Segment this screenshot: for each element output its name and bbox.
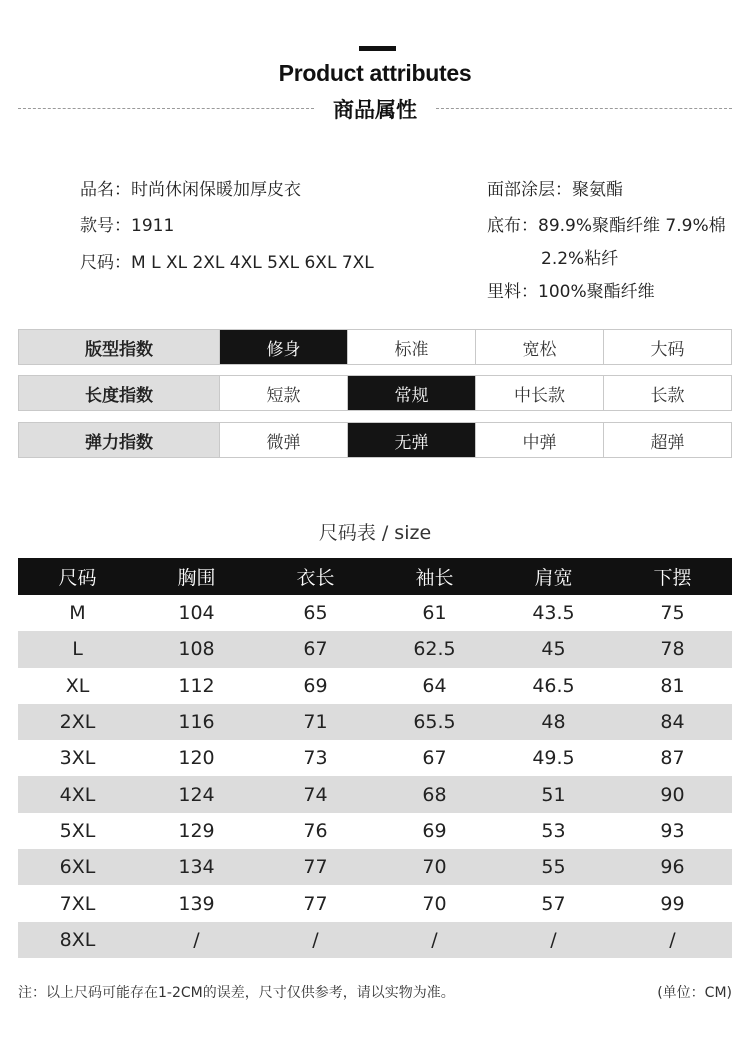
index-row — [18, 329, 732, 365]
title-row — [18, 92, 732, 124]
size-table-cell: 69 — [303, 674, 328, 697]
size-table-cell: 108 — [178, 638, 215, 661]
size-table-cell: 99 — [660, 892, 685, 915]
size-table-cell: 77 — [303, 856, 328, 879]
size-table-cell: 84 — [660, 711, 685, 734]
size-table-cell: 112 — [178, 674, 215, 697]
size-table-row — [18, 668, 732, 704]
size-table-cell: 45 — [541, 638, 566, 661]
size-table-cell: 78 — [660, 638, 685, 661]
index-label: 弹力指数 — [19, 423, 219, 457]
size-table-cell: 104 — [178, 602, 215, 625]
size-table-header-cell: 袖长 — [415, 567, 454, 589]
size-table-cell: 73 — [303, 747, 328, 770]
size-table-cell: XL — [65, 674, 90, 697]
index-option-selected: 无弹 — [347, 423, 475, 457]
size-table-cell: 51 — [541, 783, 566, 806]
size-table-cell: 65.5 — [413, 711, 456, 734]
size-table-cell: 134 — [178, 856, 215, 879]
size-table-cell: 49.5 — [532, 747, 575, 770]
size-table-cell: / — [669, 928, 676, 951]
index-option: 宽松 — [475, 330, 603, 364]
size-table-cell: 3XL — [59, 747, 96, 770]
size-chart-title: 尺码表 / size — [318, 522, 432, 544]
size-table-row — [18, 595, 732, 631]
size-table-cell: 8XL — [59, 928, 96, 951]
size-table-cell: 6XL — [59, 856, 96, 879]
attr-lining: 里料：100%聚酯纤维 — [487, 282, 655, 302]
attr-style-number: 款号：1911 — [80, 216, 175, 236]
size-table-cell: 2XL — [59, 711, 96, 734]
size-table-cell: 116 — [178, 711, 215, 734]
size-table-cell: / — [431, 928, 438, 951]
index-option: 超弹 — [603, 423, 731, 457]
title-accent-bar — [359, 46, 396, 51]
size-table-row — [18, 740, 732, 776]
size-table-cell: 55 — [541, 856, 566, 879]
size-table-header-cell: 肩宽 — [534, 567, 573, 589]
size-table-cell: 74 — [303, 783, 328, 806]
attr-product-name: 品名：时尚休闲保暖加厚皮衣 — [80, 180, 301, 200]
title-chinese: 商品属性 — [333, 98, 417, 122]
size-chart-table — [18, 558, 732, 958]
size-table-cell: 124 — [178, 783, 215, 806]
size-table-cell: 5XL — [59, 819, 96, 842]
size-table-cell: / — [312, 928, 319, 951]
index-label: 版型指数 — [19, 330, 219, 364]
size-table-cell: 67 — [422, 747, 447, 770]
size-table-cell: M — [69, 602, 86, 625]
index-label: 长度指数 — [19, 376, 219, 410]
size-table-header-cell: 下摆 — [653, 567, 692, 589]
footnote: 注：以上尺码可能存在1-2CM的误差，尺寸仅供参考，请以实物为准。 — [18, 985, 455, 1001]
size-table-header-cell: 胸围 — [177, 567, 216, 589]
size-table-cell: 62.5 — [413, 638, 456, 661]
index-option: 大码 — [603, 330, 731, 364]
size-table-cell: 53 — [541, 819, 566, 842]
index-option: 微弹 — [219, 423, 347, 457]
size-table-cell: 57 — [541, 892, 566, 915]
size-table-cell: 70 — [422, 892, 447, 915]
size-table-cell: 87 — [660, 747, 685, 770]
size-table-cell: 77 — [303, 892, 328, 915]
index-option: 长款 — [603, 376, 731, 410]
size-table-cell: 93 — [660, 819, 685, 842]
size-table-cell: 120 — [178, 747, 215, 770]
size-table-row — [18, 885, 732, 921]
unit-note: (单位：CM) — [657, 985, 732, 1001]
size-table-cell: 75 — [660, 602, 685, 625]
size-table-cell: 90 — [660, 783, 685, 806]
size-table-cell: 96 — [660, 856, 685, 879]
size-table-cell: / — [550, 928, 557, 951]
size-table-cell: 67 — [303, 638, 328, 661]
size-table-cell: / — [193, 928, 200, 951]
attr-base-fabric: 底布：89.9%聚酯纤维 7.9%棉 — [487, 216, 726, 236]
index-row — [18, 375, 732, 411]
size-table-cell: L — [72, 638, 83, 661]
size-table-row — [18, 922, 732, 958]
size-table-cell: 4XL — [59, 783, 96, 806]
size-table-cell: 81 — [660, 674, 685, 697]
index-option: 中长款 — [475, 376, 603, 410]
size-table-row — [18, 631, 732, 667]
index-row — [18, 422, 732, 458]
size-table-header-cell: 衣长 — [296, 567, 335, 589]
size-table-header — [18, 558, 732, 595]
attr-base-fabric-cont: 2.2%粘纤 — [541, 249, 619, 269]
index-option: 短款 — [219, 376, 347, 410]
index-option-selected: 常规 — [347, 376, 475, 410]
attr-coating: 面部涂层：聚氨酯 — [487, 180, 623, 200]
attr-sizes: 尺码：M L XL 2XL 4XL 5XL 6XL 7XL — [80, 253, 374, 273]
size-table-cell: 129 — [178, 819, 215, 842]
title-divider-right — [436, 108, 732, 109]
size-table-row — [18, 849, 732, 885]
size-table-cell: 43.5 — [532, 602, 575, 625]
index-option: 标准 — [347, 330, 475, 364]
size-table-cell: 61 — [422, 602, 447, 625]
size-table-cell: 7XL — [59, 892, 96, 915]
size-table-cell: 46.5 — [532, 674, 575, 697]
size-table-cell: 64 — [422, 674, 447, 697]
size-table-cell: 69 — [422, 819, 447, 842]
size-table-row — [18, 704, 732, 740]
size-table-row — [18, 776, 732, 812]
size-table-cell: 70 — [422, 856, 447, 879]
index-option: 中弹 — [475, 423, 603, 457]
index-option-selected: 修身 — [219, 330, 347, 364]
size-table-cell: 65 — [303, 602, 328, 625]
size-table-row — [18, 813, 732, 849]
size-table-header-cell: 尺码 — [58, 567, 97, 589]
size-table-cell: 139 — [178, 892, 215, 915]
size-table-cell: 71 — [303, 711, 328, 734]
size-table-cell: 68 — [422, 783, 447, 806]
size-table-cell: 48 — [541, 711, 566, 734]
title-english: Product attributes — [278, 60, 472, 86]
size-table-cell: 76 — [303, 819, 328, 842]
